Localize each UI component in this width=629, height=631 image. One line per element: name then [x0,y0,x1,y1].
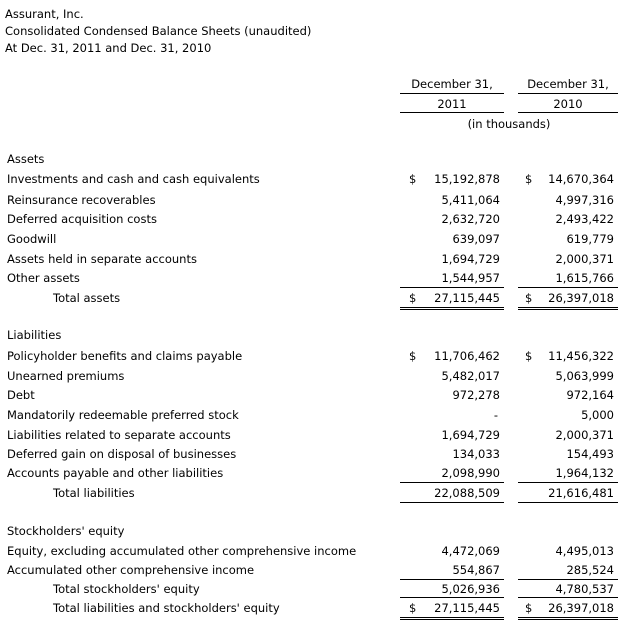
subtotal-rule [518,502,618,503]
value-2011: 2,632,720 [441,212,500,226]
report-title: Consolidated Condensed Balance Sheets (unaudited) [5,24,312,38]
row-label: Goodwill [7,232,57,246]
value-2011: 15,192,878 [434,172,500,186]
company-name: Assurant, Inc. [5,7,84,21]
total-label: Total liabilities [53,486,135,500]
dollar-sign: $ [409,291,417,305]
value-2011: 1,694,729 [441,252,500,266]
value-2010: 972,164 [566,388,614,402]
value-2010: 5,000 [581,408,614,422]
subtotal-rule [400,597,504,598]
subtotal-rule [518,597,618,598]
value-2010: 1,615,766 [555,271,614,285]
col-2011-header-rule [400,93,504,94]
section-heading-equity: Stockholders' equity [7,524,125,538]
total-double-rule [518,619,618,620]
col-2011-header-line1: December 31, [411,77,493,91]
total-value-2010: 21,616,481 [548,486,614,500]
value-2011: 5,411,064 [441,193,500,207]
dollar-sign: $ [409,349,417,363]
dollar-sign: $ [525,349,533,363]
row-label: Investments and cash and cash equivalents [7,172,260,186]
value-2010: 154,493 [566,447,614,461]
dollar-sign: $ [409,601,417,615]
total-value-2010: 4,780,537 [555,582,614,596]
value-2010: 2,493,422 [555,212,614,226]
col-2010-header-rule [518,93,618,94]
total-label: Total stockholders' equity [53,582,200,596]
value-2011: 972,278 [452,388,500,402]
grand-total-value-2010: 26,397,018 [548,601,614,615]
total-double-rule [400,307,504,308]
total-double-rule [518,307,618,308]
total-value-2010: 26,397,018 [548,291,614,305]
row-label: Policyholder benefits and claims payable [7,349,243,363]
subtotal-rule [518,482,618,483]
total-double-rule [400,617,504,618]
total-double-rule [518,617,618,618]
report-subtitle: At Dec. 31, 2011 and Dec. 31, 2010 [5,41,212,55]
value-2011: 1,694,729 [441,428,500,442]
total-value-2011: 5,026,936 [441,582,500,596]
grand-total-value-2011: 27,115,445 [434,601,500,615]
row-label: Other assets [7,271,80,285]
value-2011: 1,544,957 [441,271,500,285]
subtotal-rule [518,579,618,580]
row-label: Unearned premiums [7,369,125,383]
row-label: Deferred gain on disposal of businesses [7,447,237,461]
dollar-sign: $ [409,172,417,186]
row-label: Liabilities related to separate accounts [7,428,231,442]
value-2011: 5,482,017 [441,369,500,383]
row-label: Mandatorily redeemable preferred stock [7,408,239,422]
col-2011-header-year: 2011 [437,97,467,111]
total-value-2011: 27,115,445 [434,291,500,305]
value-2010: 619,779 [566,232,614,246]
value-2010: 4,997,316 [555,193,614,207]
value-2010: 4,495,013 [555,544,614,558]
dollar-sign: $ [525,601,533,615]
dollar-sign: $ [525,172,533,186]
subtotal-rule [400,579,504,580]
value-2011: 4,472,069 [441,544,500,558]
subtotal-rule [400,502,504,503]
row-label: Accounts payable and other liabilities [7,466,224,480]
value-2010: 14,670,364 [548,172,614,186]
units-note: (in thousands) [467,117,551,131]
value-2011: 134,033 [452,447,500,461]
value-2010: 5,063,999 [555,369,614,383]
value-2011: - [493,408,498,422]
value-2011: 11,706,462 [434,349,500,363]
section-heading-liabilities: Liabilities [7,328,62,342]
total-double-rule [400,619,504,620]
value-2011: 639,097 [452,232,500,246]
value-2010: 2,000,371 [555,428,614,442]
row-label: Reinsurance recoverables [7,193,156,207]
row-label: Debt [7,388,35,402]
col-2010-year-rule [518,112,618,113]
col-2010-header-line1: December 31, [527,77,609,91]
subtotal-rule [518,287,618,288]
total-double-rule [518,309,618,310]
dollar-sign: $ [525,291,533,305]
row-label: Equity, excluding accumulated other comprehensive income [7,544,357,558]
value-2011: 2,098,990 [441,466,500,480]
row-label: Deferred acquisition costs [7,212,157,226]
row-label: Assets held in separate accounts [7,252,197,266]
value-2010: 285,524 [566,563,614,577]
section-heading-assets: Assets [7,152,45,166]
total-label: Total assets [53,291,121,305]
total-double-rule [400,309,504,310]
value-2010: 1,964,132 [555,466,614,480]
subtotal-rule [400,482,504,483]
value-2010: 2,000,371 [555,252,614,266]
total-value-2011: 22,088,509 [434,486,500,500]
grand-total-label: Total liabilities and stockholders' equity [53,601,280,615]
row-label: Accumulated other comprehensive income [7,563,255,577]
col-2010-header-year: 2010 [553,97,583,111]
col-2011-year-rule [400,112,504,113]
value-2011: 554,867 [452,563,500,577]
subtotal-rule [400,287,504,288]
value-2010: 11,456,322 [548,349,614,363]
